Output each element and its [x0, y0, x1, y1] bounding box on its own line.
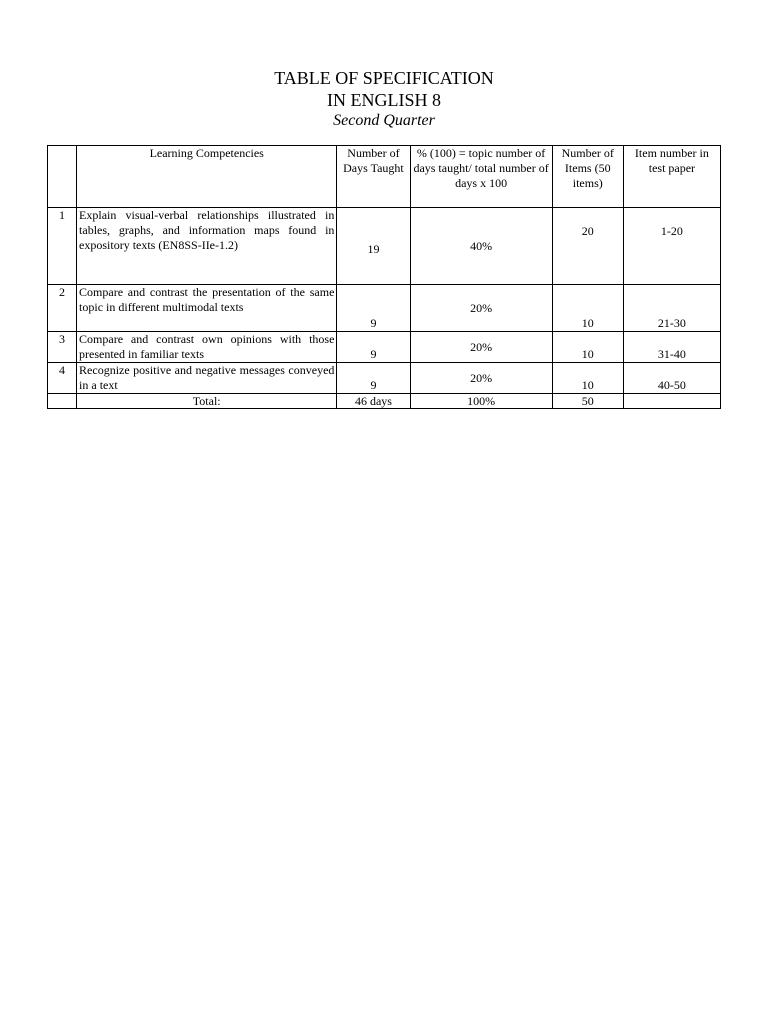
row-item-number: 40-50: [623, 363, 720, 394]
row-items: 10: [552, 285, 623, 332]
row-item-number: 21-30: [623, 285, 720, 332]
table-row: [48, 285, 721, 332]
row-percent: 20%: [410, 332, 552, 363]
competency-text: Compare and contrast the presentation of the same topic in different multimodal texts: [79, 285, 335, 314]
row-items: 10: [552, 363, 623, 394]
row-number: 4: [48, 363, 77, 394]
row-items: 10: [552, 332, 623, 363]
total-number: [48, 394, 77, 409]
competency-text: Recognize positive and negative messages conveyed in a text: [79, 363, 335, 392]
document-subtitle: Second Quarter: [333, 112, 435, 129]
row-number: 3: [48, 332, 77, 363]
total-days: 46 days: [337, 394, 410, 409]
row-days: 9: [337, 332, 410, 363]
competency-text: Compare and contrast own opinions with those presented in familiar texts: [79, 332, 335, 361]
table-header-row: [48, 146, 721, 208]
header-competencies: Learning Competencies: [77, 146, 337, 208]
row-number: 1: [48, 208, 77, 285]
total-label: Total:: [77, 394, 337, 409]
row-item-number: 1-20: [623, 208, 720, 285]
header-number: [48, 146, 77, 208]
total-items: 50: [552, 394, 623, 409]
total-item-number: [623, 394, 720, 409]
header-percent: % (100) = topic number of days taught/ total number of days x 100: [410, 146, 552, 208]
document-title-subject: IN ENGLISH 8: [327, 90, 441, 110]
row-days: 9: [337, 363, 410, 394]
competency-text: Explain visual-verbal relationships illustrated in tables, graphs, and information maps found in expository texts (EN8SS-IIe-1.2): [79, 208, 335, 252]
table-row: [48, 332, 721, 363]
row-competency: [77, 208, 337, 285]
header-days: Number of Days Taught: [337, 146, 410, 208]
table-row: [48, 208, 721, 285]
total-row: [48, 394, 721, 409]
row-percent: 20%: [410, 363, 552, 394]
total-percent: 100%: [410, 394, 552, 409]
document-title: TABLE OF SPECIFICATION: [274, 68, 494, 88]
row-percent: 20%: [410, 285, 552, 332]
row-days: 19: [337, 208, 410, 285]
row-competency: [77, 285, 337, 332]
row-percent: 40%: [410, 208, 552, 285]
row-number: 2: [48, 285, 77, 332]
row-items: 20: [552, 208, 623, 285]
row-item-number: 31-40: [623, 332, 720, 363]
row-days: 9: [337, 285, 410, 332]
specification-table: [47, 145, 721, 409]
row-competency: [77, 332, 337, 363]
header-items: Number of Items (50 items): [552, 146, 623, 208]
header-item-number: Item number in test paper: [623, 146, 720, 208]
row-competency: [77, 363, 337, 394]
table-row: [48, 363, 721, 394]
